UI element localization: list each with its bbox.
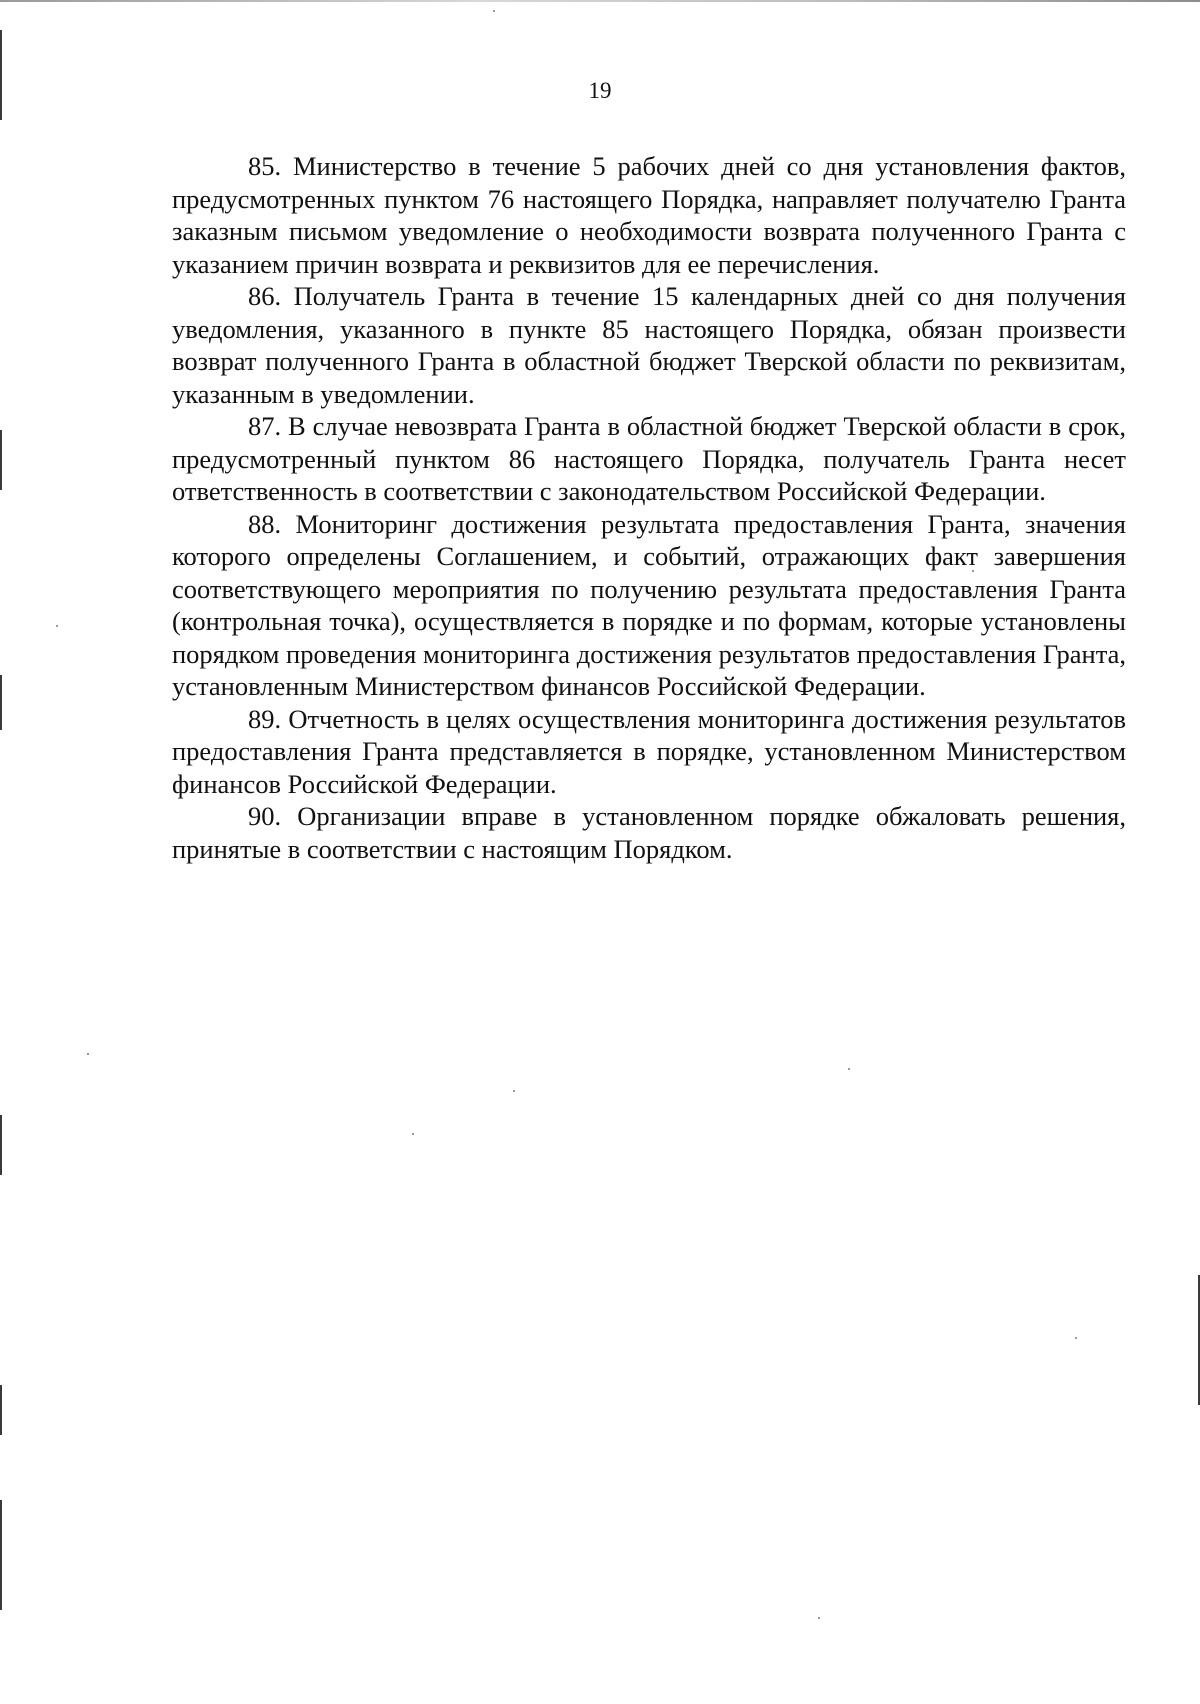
scan-left-mark xyxy=(0,30,2,120)
scan-speck xyxy=(412,1133,414,1135)
scan-left-mark xyxy=(0,1500,2,1610)
paragraph-90: 90. Организации вправе в установленном порядке обжаловать решения, принятые в соответствии с настоящим Порядком. xyxy=(172,801,1126,864)
page-number: 19 xyxy=(588,78,612,103)
paragraph-87: 87. В случае невозврата Гранта в областной бюджет Тверской области в срок, предусмотренный пунктом 86 настоящего Порядка, получатель Гранта несет ответственность в соответствии с законодательством Российской Федерации. xyxy=(172,411,1126,506)
scan-speck xyxy=(513,1090,515,1092)
document-body xyxy=(172,150,1126,865)
scan-speck xyxy=(1075,1337,1077,1339)
scan-top-edge xyxy=(0,0,1200,2)
scan-speck xyxy=(493,10,495,12)
scan-left-mark xyxy=(0,1115,2,1175)
scan-left-mark xyxy=(0,1385,2,1435)
scan-speck xyxy=(848,1068,850,1070)
scan-left-mark xyxy=(0,430,2,490)
scan-left-mark xyxy=(0,675,2,730)
scan-speck xyxy=(87,1053,89,1055)
paragraph-88: 88. Мониторинг достижения результата предоставления Гранта, значения которого определены Соглашением, и событий, отражающих факт завершения соответствующего мероприятия по получению результата предоставления Гранта (контрольная точка), осуществляется в порядке и по формам, которые установлены порядком проведения мониторинга достижения результатов предоставления Гранта, установленным Министерством финансов Российской Федерации. xyxy=(172,508,1126,701)
paragraph-89: 89. Отчетность в целях осуществления мониторинга достижения результатов предоставления Гранта представляется в порядке, установленном Министерством финансов Российской Федерации. xyxy=(172,703,1126,799)
scan-speck xyxy=(56,625,58,627)
paragraph-85: 85. Министерство в течение 5 рабочих дней со дня установления фактов, предусмотренных пунктом 76 настоящего Порядка, направляет получателю Гранта заказным письмом уведомление о необходимости возврата полученного Гранта с указанием причин возврата и реквизитов для ее перечисления. xyxy=(172,151,1126,279)
scan-speck xyxy=(818,1617,820,1619)
paragraph-86: 86. Получатель Гранта в течение 15 календарных дней со дня получения уведомления, указанного в пункте 85 настоящего Порядка, обязан произвести возврат полученного Гранта в областной бюджет Тверской области по реквизитам, указанным в уведомлении. xyxy=(172,281,1126,409)
